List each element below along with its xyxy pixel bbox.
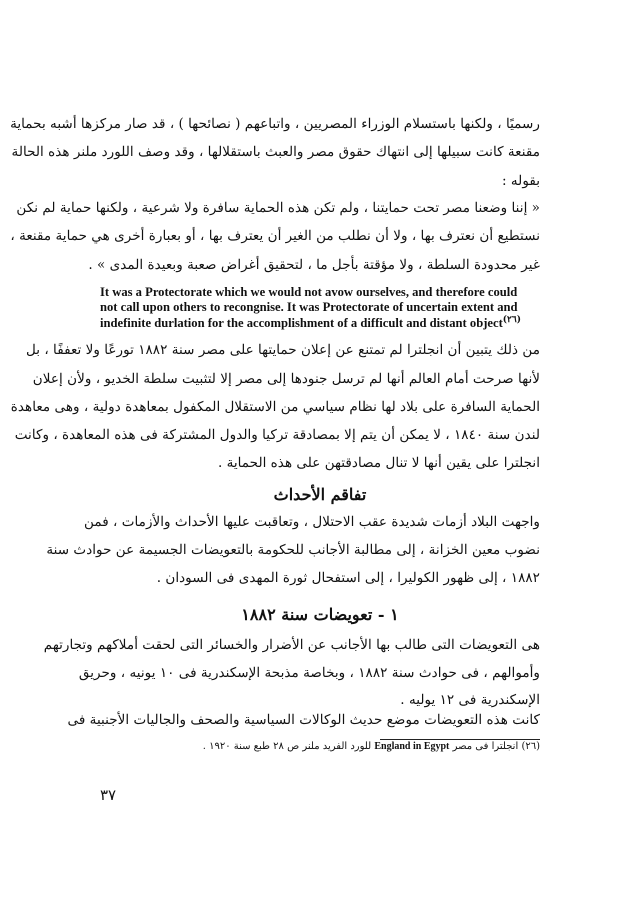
- body-line: رسميًا ، ولكنها باستسلام الوزراء المصريين ، واتباعهم ( نصائحها ) ، قد صار مركزها أشبه بحماية: [10, 116, 540, 132]
- body-line: نضوب معين الخزانة ، إلى مطالبة الأجانب للحكومة بالتعويضات الجسيمة عن حوادث سنة: [46, 542, 540, 558]
- body-line: من ذلك يتبين أن انجلترا لم تمتنع عن إعلان حمايتها على مصر سنة ١٨٨٢ تورعًا ولا تعففًا ، بل: [25, 342, 540, 358]
- subsection-heading: ١ - تعويضات سنة ١٨٨٢: [241, 605, 399, 624]
- section-heading: تفاقم الأحداث: [273, 485, 367, 504]
- footnote-marker: (٢٦): [521, 741, 540, 752]
- footnote-reference: (٢٦): [502, 315, 521, 325]
- quote-line: نستطيع أن نعترف بها ، ولا أن نطلب من الغير أن يعترف بها ، أو بعبارة أخرى هي حماية مقنعة ،: [10, 228, 540, 244]
- footnote-text-ar: انجلترا فى مصر: [452, 741, 519, 752]
- body-line: ١٨٨٢ ، إلى ظهور الكوليرا ، إلى استفحال ثورة المهدى فى السودان .: [156, 570, 540, 586]
- body-line: لندن سنة ١٨٤٠ ، لا يمكن أن يتم إلا بمصادقة تركيا والدول المشتركة فى هذه المعاهدة ، وكانت: [14, 427, 540, 443]
- body-line: لأنها صرحت أمام العالم أنها لم ترسل جنودها إلى مصر إلا لتثبيت سلطة الخديو ، ولأن إعلان: [32, 371, 540, 387]
- quote-line: غير محدودة السلطة ، ولا مؤقتة بأجل ما ، لتحقيق أغراض صعبة وبعيدة المدى » .: [88, 257, 540, 273]
- footnote-rule: [380, 739, 540, 740]
- page-number: ٣٧: [100, 786, 117, 804]
- footnote-text-en: England in Egypt: [374, 741, 450, 752]
- body-line: مقنعة كانت سبيلها إلى انتهاك حقوق مصر والعبث باستقلالها ، وقد وصف اللورد ملنر هذه الحالة: [11, 144, 540, 160]
- body-line: بقوله :: [501, 173, 540, 189]
- body-line: وأموالهم ، فى حوادث سنة ١٨٨٢ ، وبخاصة مذبحة الإسكندرية فى ١٠ يونيه ، وحريق: [78, 665, 540, 681]
- footnote: [130, 741, 540, 752]
- english-quote-text: indefinite durlation for the accomplishment of a difficult and distant object: [100, 316, 503, 331]
- body-line: هى التعويضات التى طالب بها الأجانب عن الأضرار والخسائر التى لحقت أملاكهم وتجارتهم: [43, 637, 540, 653]
- english-quote-line: not call upon others to recongnise. It was Protectorate of uncertain extent and: [100, 300, 518, 314]
- english-quote-line: [100, 315, 540, 331]
- quote-line: « إننا وضعنا مصر تحت حمايتنا ، ولم تكن هذه الحماية سافرة ولا شرعية ، ولكنها حماية لم نكن: [16, 200, 540, 216]
- body-line: الحماية السافرة على بلاد لها نظام سياسي من الاستقلال المكفول بمعاهدة دولية ، وهى معاهدة: [10, 399, 540, 415]
- english-quote-line: It was a Protectorate which we would not avow ourselves, and therefore could: [100, 285, 518, 299]
- body-line: كانت هذه التعويضات موضع حديث الوكالات السياسية والصحف والجاليات الأجنبية فى: [67, 712, 540, 728]
- footnote-text-ar2: للورد الفريد ملنر ص ٢٨ طبع سنة ١٩٢٠ .: [202, 741, 372, 752]
- body-line: الإسكندرية فى ١٢ يوليه .: [400, 692, 540, 708]
- body-line: واجهت البلاد أزمات شديدة عقب الاحتلال ، وتعاقبت عليها الأحداث والأزمات ، فمن: [83, 514, 540, 530]
- body-line: انجلترا على يقين أنها لا تنال مصادقتهن على هذه الحماية .: [217, 455, 540, 471]
